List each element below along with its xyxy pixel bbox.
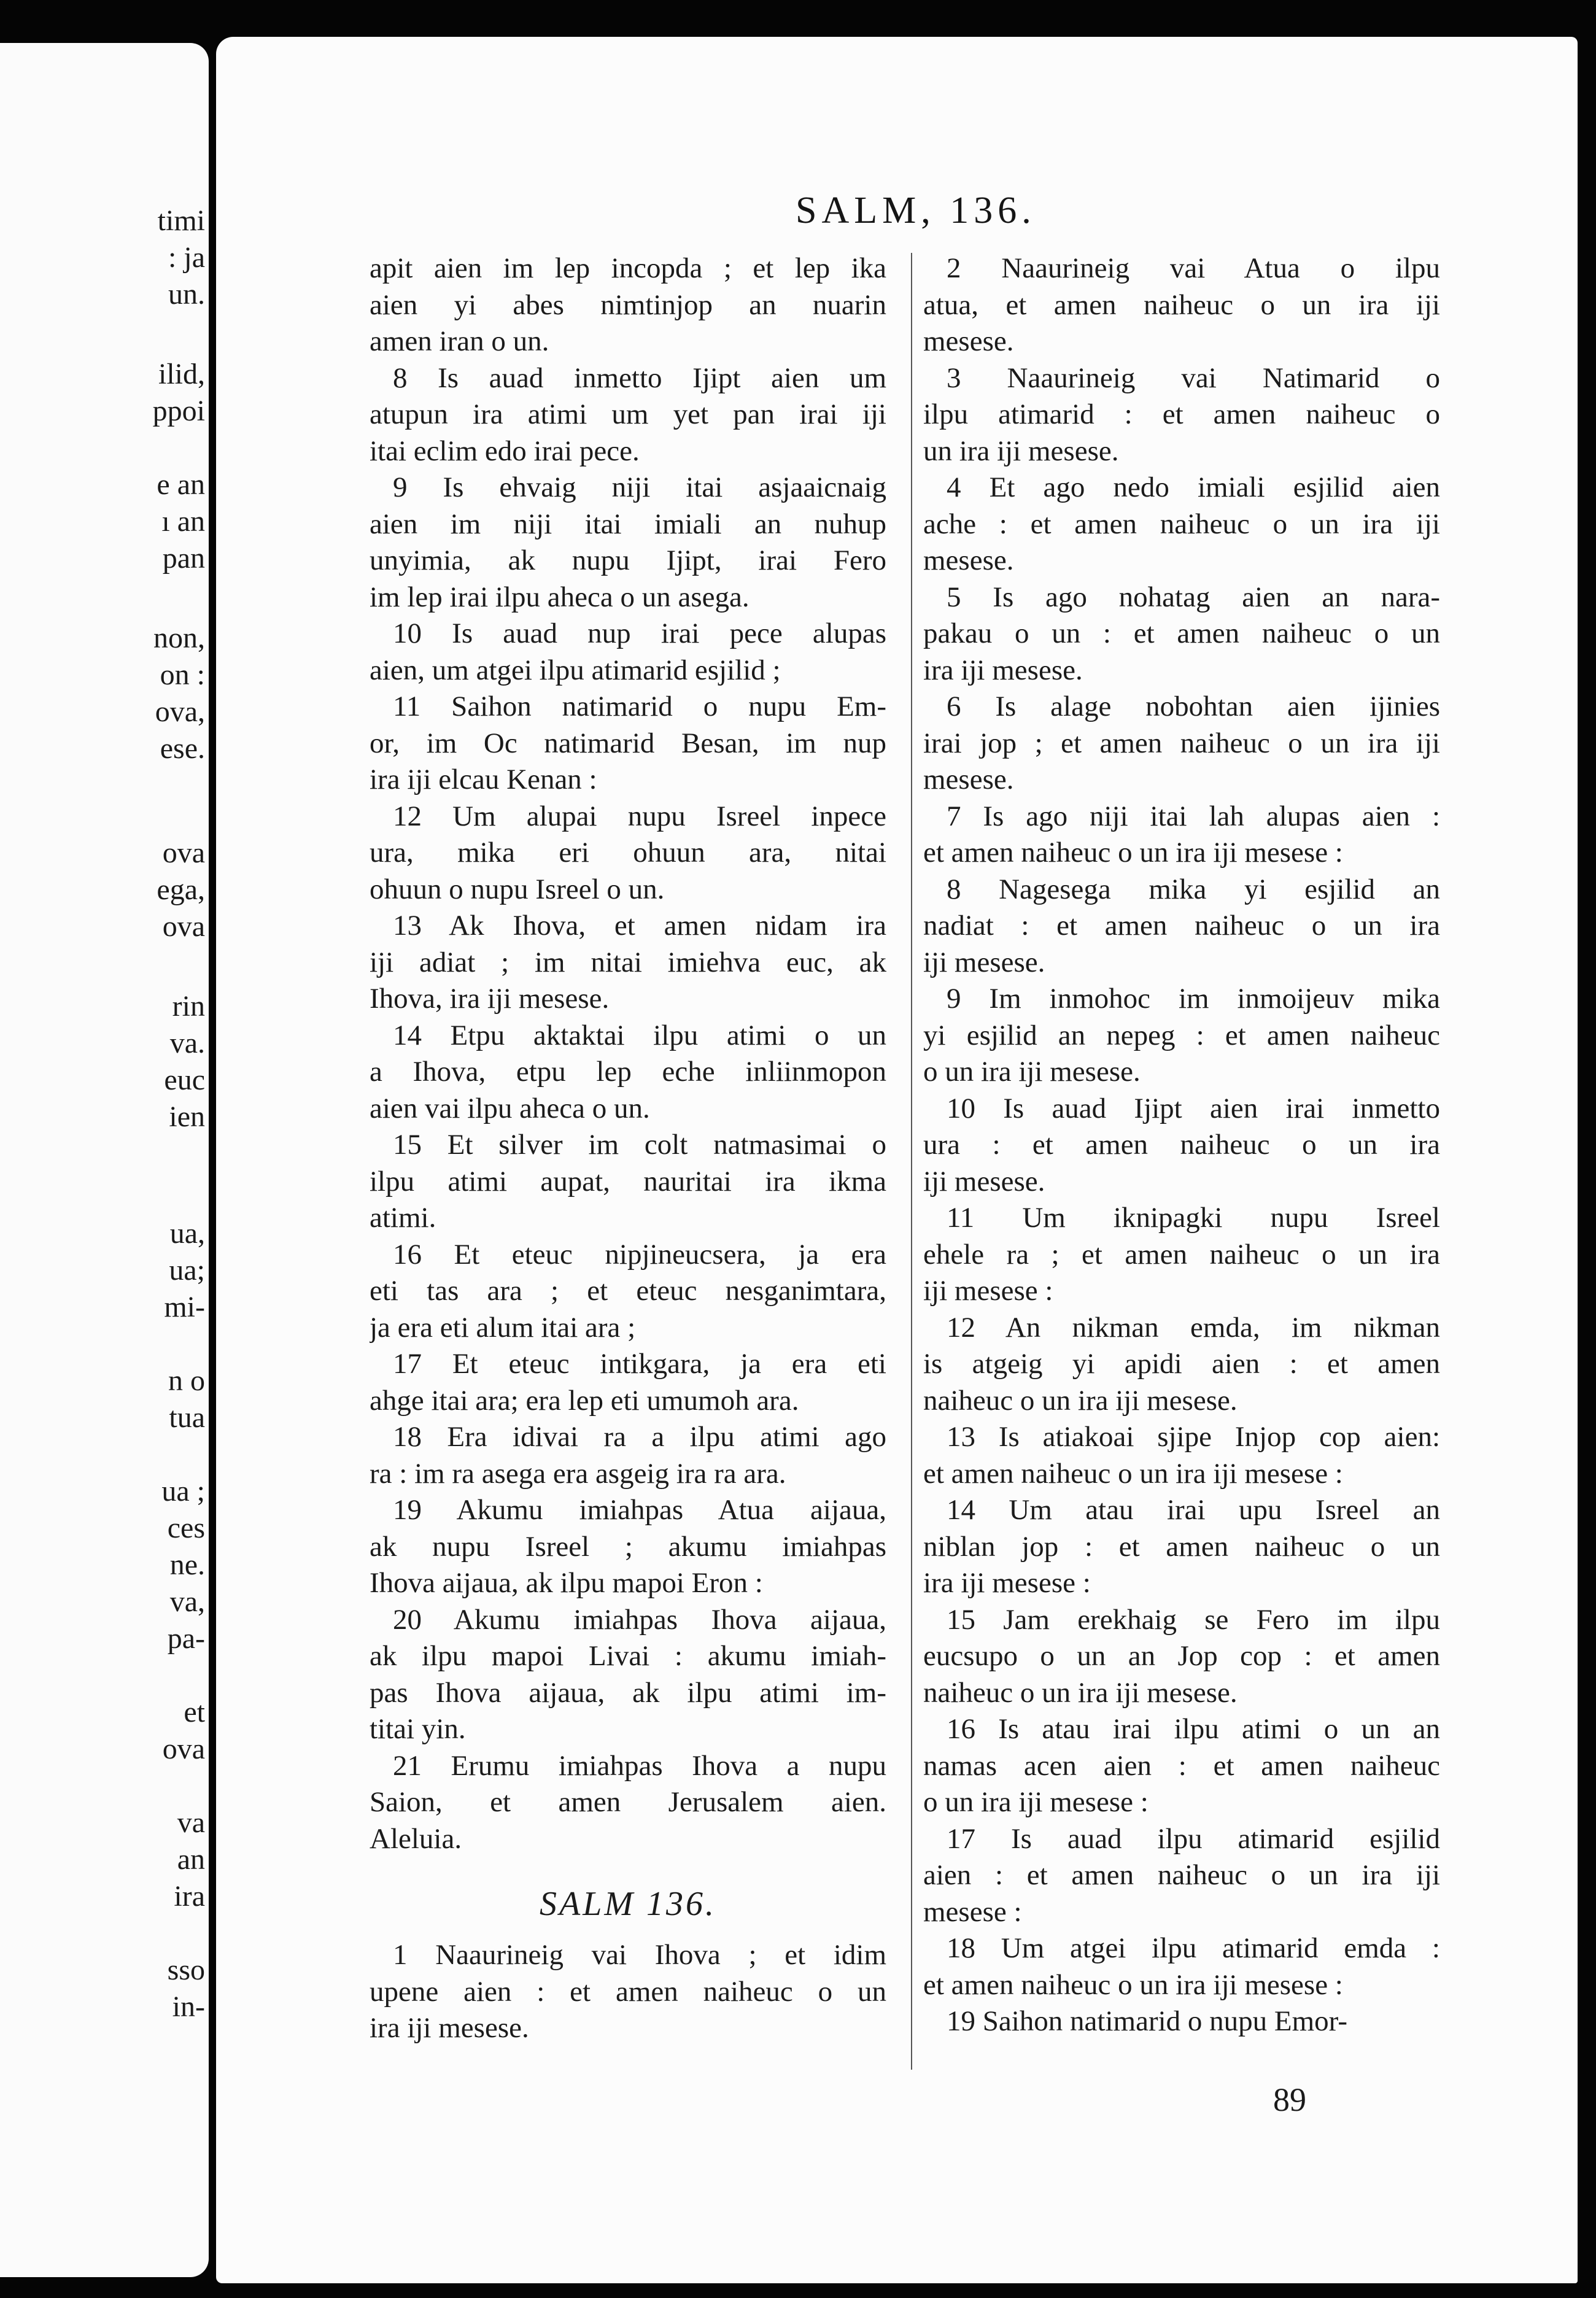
text-line: aien : et amen naiheuc o un ira iji [923,1859,1440,1891]
text-line: is atgeig yi apidi aien : et amen [923,1348,1440,1380]
facing-page-text-fragment: ega, [157,873,205,906]
text-line: ja era eti alum itai ara ; [370,1311,636,1344]
text-line: ira iji elcau Kenan : [370,764,597,795]
text-line: 10 Is auad nup irai pece alupas [393,617,886,649]
text-line: eti tas ara ; et eteuc nesganimtara, [370,1275,886,1307]
text-line: itai eclim edo irai pece. [370,435,640,467]
facing-page-text-fragment: sso [167,1954,205,1986]
text-line: atimi. [370,1202,436,1234]
text-line: 17 Is auad ilpu atimarid esjilid [947,1822,1440,1855]
text-line: 18 Era idivai ra a ilpu atimi ago [393,1421,886,1453]
text-line: apit aien im lep incopda ; et lep ika [370,252,886,284]
text-line: ira iji mesese. [370,2012,529,2044]
text-line: ilpu atimi aupat, nauritai ira ikma [370,1165,886,1197]
facing-page-text-fragment: : ja [168,241,205,274]
text-line: iji mesese. [923,1165,1045,1197]
column-divider [911,253,912,2070]
facing-page-text-fragment: va, [169,1585,205,1618]
text-line: amen iran o un. [370,325,549,357]
text-line: 18 Um atgei ilpu atimarid emda : [947,1932,1440,1964]
text-line: naiheuc o un ira iji mesese. [923,1384,1238,1417]
facing-page-text-fragment: on : [160,659,205,691]
text-line: Aleluia. [370,1822,462,1855]
text-line: aien im niji itai imiali an nuhup [370,508,886,540]
facing-page-text-fragment: ova [162,1733,205,1765]
text-line: un ira iji mesese. [923,435,1119,467]
text-line: 17 Et eteuc intikgara, ja era eti [393,1348,886,1380]
text-line: et amen naiheuc o un ira iji mesese : [923,1968,1343,2001]
facing-page-text-fragment: ne. [169,1549,205,1581]
text-line: atua, et amen naiheuc o un ira iji [923,288,1440,321]
facing-page-text-fragment: un. [168,278,205,311]
text-line: yi esjilid an nepeg : et amen naiheuc [923,1019,1440,1051]
text-line: aien, um atgei ilpu atimarid esjilid ; [370,654,781,686]
text-line: aien vai ilpu aheca o un. [370,1092,650,1124]
facing-page-text-fragment: e an [157,468,205,501]
text-line: mesese. [923,544,1014,576]
facing-page-text-fragment: ua; [169,1254,205,1286]
facing-page-text-fragment: in- [172,1990,205,2023]
text-line: titai yin. [370,1713,466,1745]
text-line: 12 An nikman emda, im nikman [947,1311,1440,1344]
text-line: unyimia, ak nupu Ijipt, irai Fero [370,544,886,576]
text-line: 19 Akumu imiahpas Atua aijaua, [393,1494,886,1526]
text-line: 11 Um iknipagki nupu Isreel [947,1202,1440,1234]
text-line: et amen naiheuc o un ira iji mesese : [923,1457,1343,1490]
text-line: 14 Etpu aktaktai ilpu atimi o un [393,1019,886,1051]
facing-page-text-fragment: rin [172,990,205,1023]
left-column [370,250,886,2047]
text-line: iji adiat ; im nitai imiehva euc, ak [370,946,886,978]
text-line: ira iji mesese : [923,1567,1091,1599]
text-line: 6 Is alage nobohtan aien ijinies [947,691,1440,722]
text-line: 14 Um atau irai upu Isreel an [947,1494,1440,1526]
text-line: 3 Naaurineig vai Natimarid o [947,362,1440,394]
text-line: im lep irai ilpu aheca o un asega. [370,581,750,613]
text-line: ache : et amen naiheuc o un ira iji [923,508,1440,540]
running-head: SALM, 136. [796,190,1036,231]
facing-page-text-fragment: va [177,1806,205,1839]
text-line: upene aien : et amen naiheuc o un [370,1975,886,2008]
text-line: nadiat : et amen naiheuc o un ira [923,910,1440,942]
text-line: 11 Saihon natimarid o nupu Em- [393,691,886,722]
text-line: namas acen aien : et amen naiheuc [923,1749,1440,1782]
facing-page-edge [0,43,209,2277]
text-line: Ihova, ira iji mesese. [370,983,610,1015]
text-line: 8 Nagesega mika yi esjilid an [947,873,1440,905]
text-line: ak ilpu mapoi Livai : akumu imiah- [370,1640,886,1672]
facing-page-text-fragment: pa- [167,1622,205,1655]
facing-page-text-fragment: va. [169,1027,205,1059]
text-line: 16 Is atau irai ilpu atimi o un an [947,1713,1440,1745]
text-line: mesese. [923,325,1014,357]
facing-page-text-fragment: ces [167,1512,205,1544]
facing-page-text-fragment: timi [157,204,205,237]
facing-page-text-fragment: ira [174,1880,205,1913]
book-page [216,37,1578,2283]
text-line: 9 Is ehvaig niji itai asjaaicnaig [393,471,886,503]
facing-page-text-fragment: ua, [169,1217,205,1250]
text-line: o un ira iji mesese : [923,1786,1149,1818]
facing-page-text-fragment: non, [153,622,205,654]
text-line: 1 Naaurineig vai Ihova ; et idim [393,1939,886,1971]
facing-page-text-fragment: ua ; [161,1475,205,1507]
facing-page-text-fragment: et [184,1696,205,1728]
facing-page-text-fragment: euc [164,1064,205,1096]
text-line: ahge itai ara; era lep eti umumoh ara. [370,1384,799,1417]
text-line: 9 Im inmohoc im inmoijeuv mika [947,983,1440,1015]
text-line: eucsupo o un an Jop cop : et amen [923,1640,1440,1672]
facing-page-text-fragment: ova [162,837,205,869]
text-line: atupun ira atimi um yet pan irai iji [370,398,886,430]
text-line: ohuun o nupu Isreel o un. [370,873,665,905]
text-line: ura, mika eri ohuun ara, nitai [370,837,886,869]
facing-page-text-fragment: ı an [161,505,205,538]
right-column [923,250,1440,2040]
text-line: 21 Erumu imiahpas Ihova a nupu [393,1749,886,1782]
text-line: naiheuc o un ira iji mesese. [923,1676,1238,1709]
facing-page-text-fragment: n o [168,1364,205,1397]
text-line: pakau o un : et amen naiheuc o un [923,617,1440,649]
text-line: or, im Oc natimarid Besan, im nup [370,727,886,759]
facing-page-text-fragment: mi- [164,1291,205,1323]
text-line: iji mesese. [923,946,1045,978]
facing-page-text-fragment: ova [162,910,205,943]
text-line: ura : et amen naiheuc o un ira [923,1129,1440,1161]
text-line: iji mesese : [923,1275,1053,1307]
text-line: 8 Is auad inmetto Ijipt aien um [393,362,886,394]
text-line: 15 Jam erekhaig se Fero im ilpu [947,1603,1440,1636]
text-line: et amen naiheuc o un ira iji mesese : [923,837,1343,869]
text-line: 13 Ak Ihova, et amen nidam ira [393,910,886,942]
text-line: ehele ra ; et amen naiheuc o un ira [923,1238,1440,1271]
text-line: a Ihova, etpu lep eche inliinmopon [370,1056,886,1088]
text-line: 5 Is ago nohatag aien an nara- [947,581,1440,613]
text-line: 10 Is auad Ijipt aien irai inmetto [947,1092,1440,1124]
text-line: ra : im ra asega era asgeig ira ra ara. [370,1457,786,1490]
text-line: pas Ihova aijaua, ak ilpu atimi im- [370,1676,886,1709]
text-line: 7 Is ago niji itai lah alupas aien : [947,800,1440,832]
text-line: irai jop ; et amen naiheuc o un ira iji [923,727,1440,759]
facing-page-text-fragment: pan [162,542,205,574]
page-number: 89 [1273,2081,1306,2118]
facing-page-text-fragment: ilid, [158,358,205,390]
psalm-heading: SALM 136. [540,1885,716,1923]
text-line: 2 Naaurineig vai Atua o ilpu [947,252,1440,284]
text-line: o un ira iji mesese. [923,1056,1141,1088]
text-line: 16 Et eteuc nipjineucsera, ja era [393,1238,886,1271]
text-line: ak nupu Isreel ; akumu imiahpas [370,1530,886,1563]
text-line: mesese : [923,1895,1022,1928]
text-line: niblan jop : et amen naiheuc o un [923,1530,1440,1563]
text-line: Saion, et amen Jerusalem aien. [370,1786,886,1818]
facing-page-text-fragment: an [177,1843,205,1876]
facing-page-text-fragment: tua [169,1401,205,1434]
text-line: ilpu atimarid : et amen naiheuc o [923,398,1440,430]
facing-page-text-fragment: ppoi [152,395,205,427]
text-line: aien yi abes nimtinjop an nuarin [370,288,886,321]
text-line: 4 Et ago nedo imiali esjilid aien [947,471,1440,503]
text-line: 13 Is atiakoai sjipe Injop cop aien: [947,1421,1440,1453]
text-line: Ihova aijaua, ak ilpu mapoi Eron : [370,1567,763,1599]
text-line: mesese. [923,764,1014,795]
text-line: 12 Um alupai nupu Isreel inpece [393,800,886,832]
text-line: 20 Akumu imiahpas Ihova aijaua, [393,1603,886,1636]
facing-page-text-fragment: ese. [160,732,205,765]
facing-page-text-fragment: ova, [155,695,205,728]
text-line: ira iji mesese. [923,654,1083,686]
text-line: 15 Et silver im colt natmasimai o [393,1129,886,1161]
facing-page-text-fragment: ien [169,1101,205,1133]
text-line: 19 Saihon natimarid o nupu Emor- [947,2005,1348,2037]
